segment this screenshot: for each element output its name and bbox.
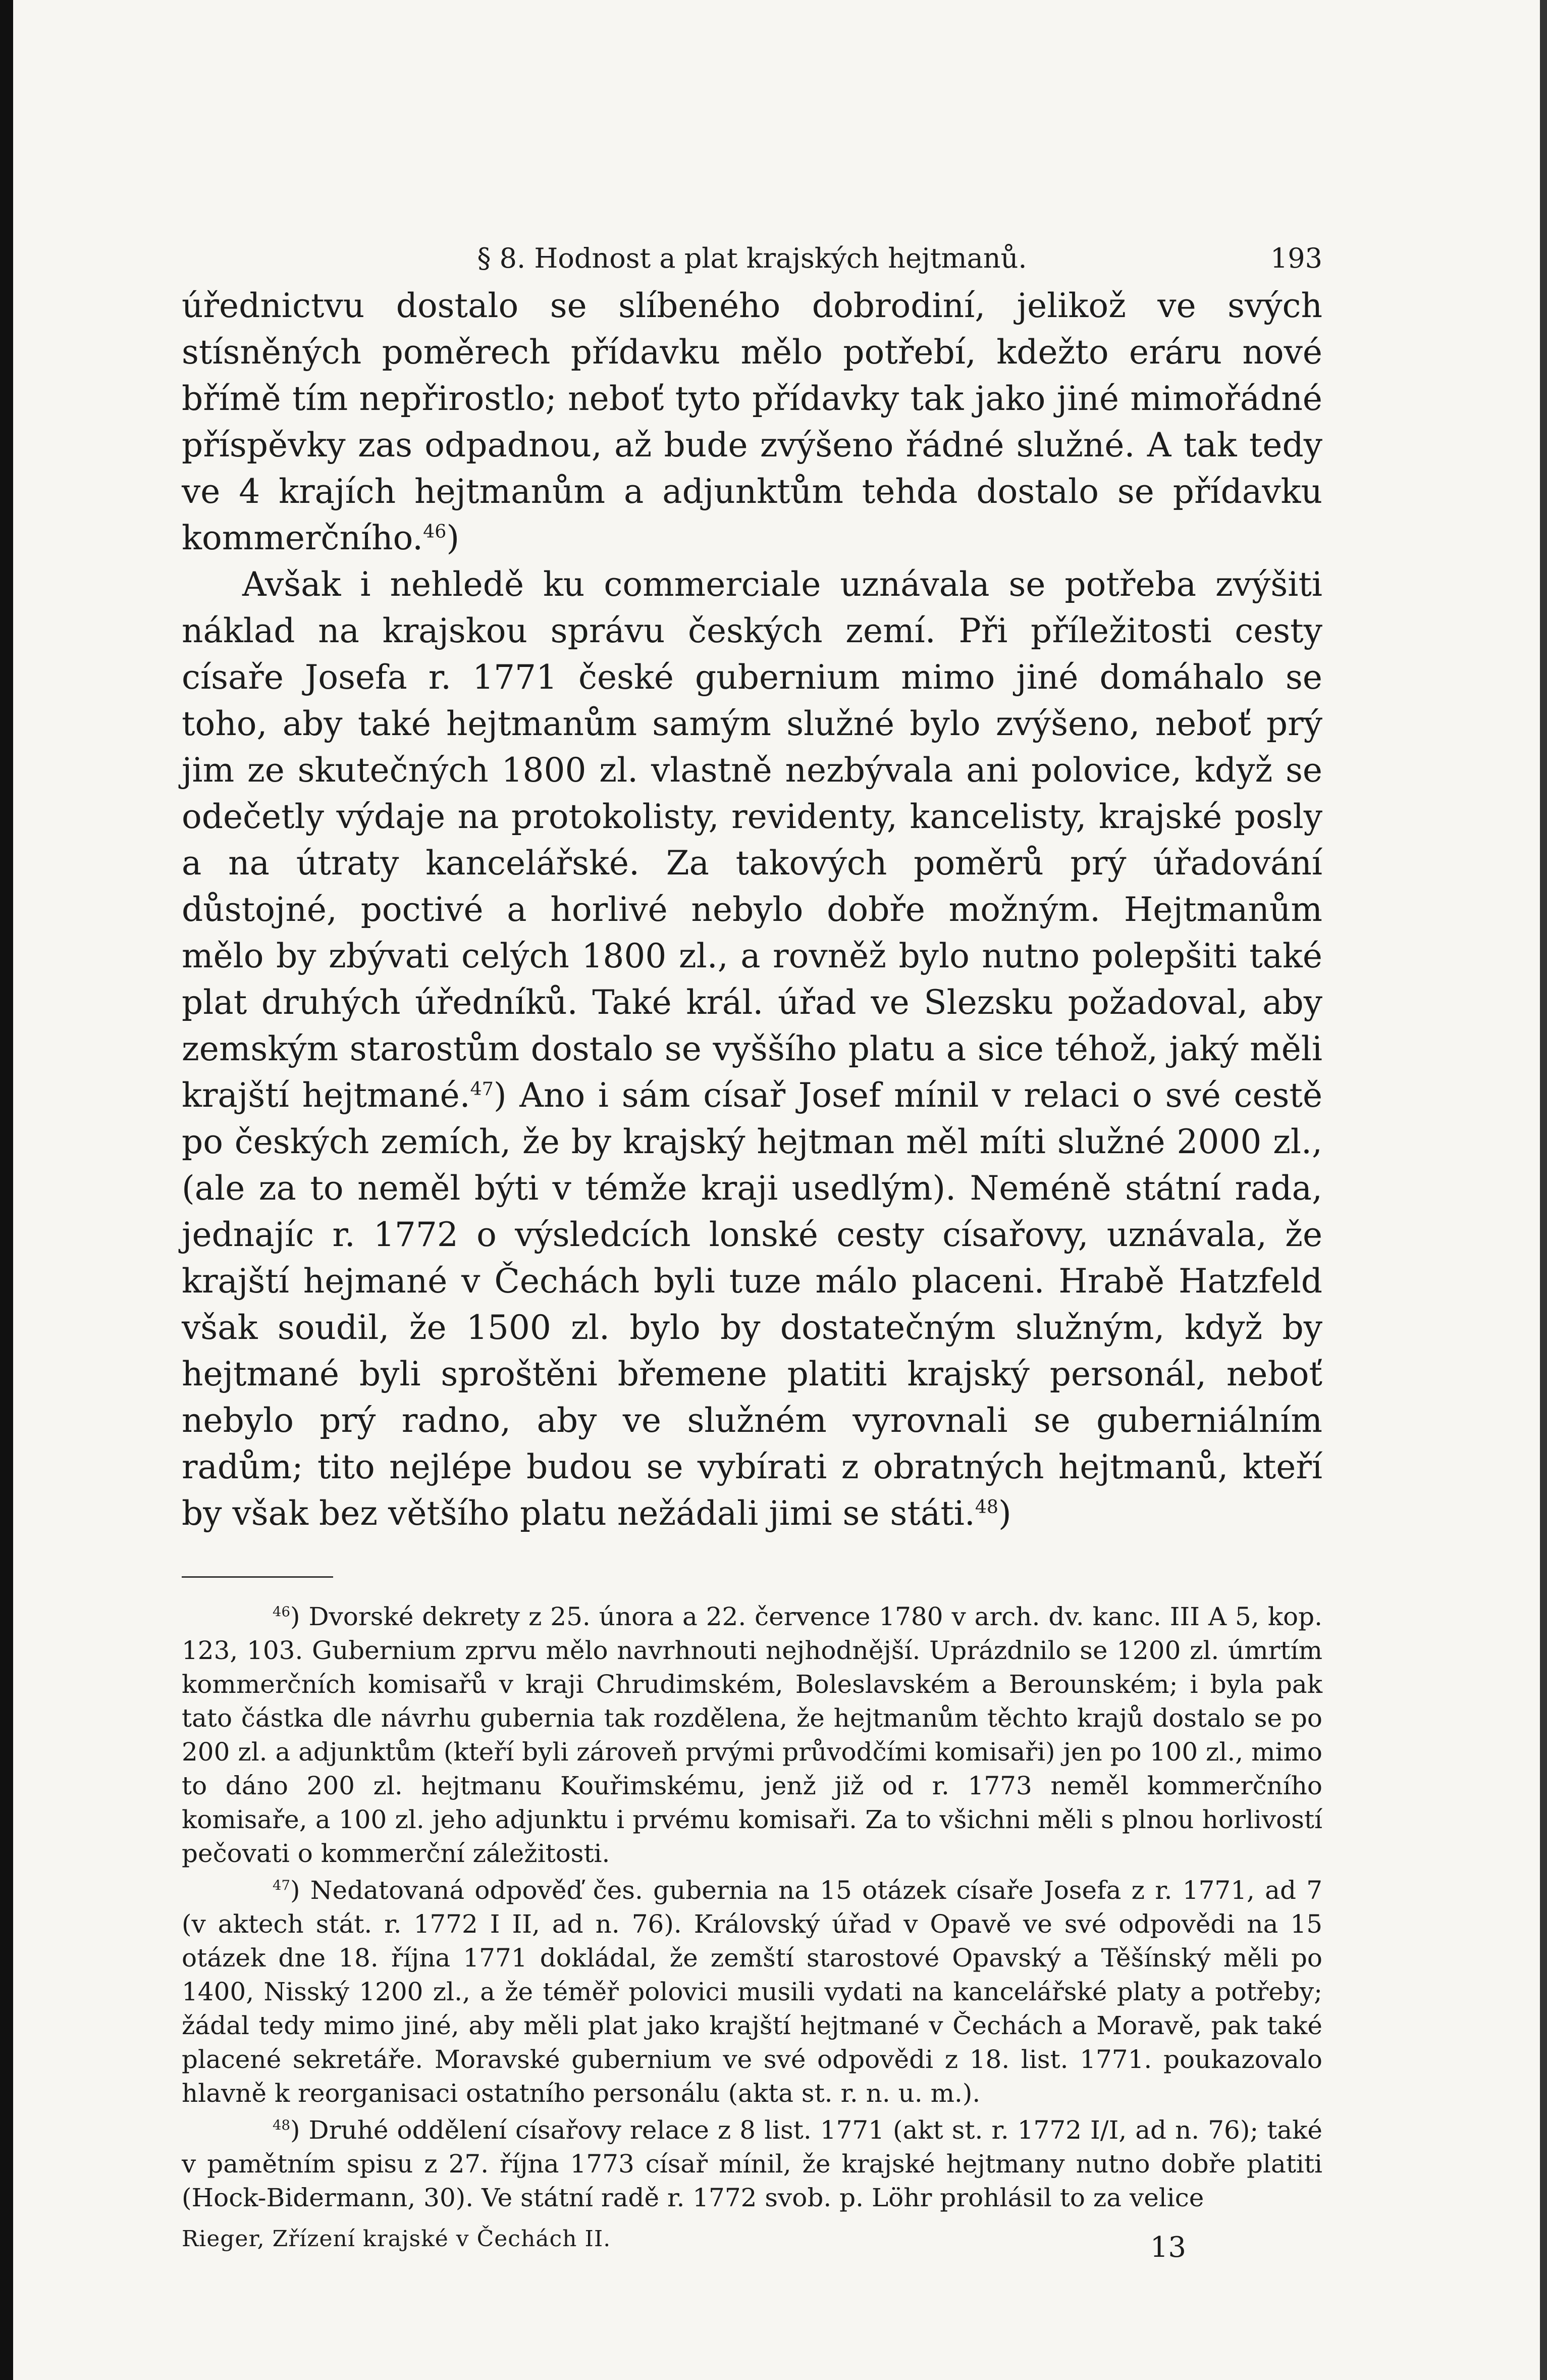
footnotes xyxy=(182,1600,1322,2215)
paragraph-2-text: Avšak i nehledě ku commerciale uznávala se potřeba zvýšiti náklad na krajskou správu českých zemí. Při příležitosti cesty císaře Josefa r. 1771 české gubernium mimo jiné domáhalo se toho, aby také hejtmanům samým služné bylo zvýšeno, neboť prý jim ze skutečných 1800 zl. vlastně nezbývala ani polovice, když se odečetly výdaje na protokolisty, revidenty, kancelisty, krajské posly a na útraty kancelářské. Za takových poměrů prý úřadování důstojné, poctivé a horlivé nebylo dobře možným. Hejtmanům mělo by zbývati celých 1800 zl., a rovněž bylo nutno polepšiti také plat druhých úředníků. Také král. úřad ve Slezsku požadoval, aby zemským starostům dostalo se vyššího platu a sice téhož, jaký měli krajští hejtmané. xyxy=(182,565,1322,1115)
footnote-48: $^{48}$) Druhé oddělení císařovy relace z 8 list. 1771 (akt st. r. 1772 I/I, ad n. 76); také v pamětním spisu z 27. října 1773 císař mínil, že krajské hejtmany nutno dobře platiti (Hock-Bidermann, 30). Ve státní radě r. 1772 svob. p. Löhr prohlásil to za velice xyxy=(182,2115,1322,2212)
note-ref-46: 46 xyxy=(423,521,447,542)
footnote-mark: 48 xyxy=(273,2117,290,2134)
paragraph-2-continuation: Ano i sám císař Josef mínil v relaci o své cestě po českých zemích, že by krajský hejtman měl míti služné 2000 zl., (ale za to neměl býti v témže kraji usedlým). Neméně státní rada, jednajíc r. 1772 o výsledcích lonské cesty císařovy, uznávala, že krajští hejmané v Čechách byli tuze málo placeni. Hrabě Hatzfeld však soudil, že 1500 zl. bylo by dostatečným služným, když by hejtmané byli sproštěni břemene platiti krajský personál, neboť nebylo prý radno, aby ve služném vyrovnali se guberniálním radům; tito nejlépe budou se vybírati z obratných hejtmanů, kteří by však bez většího platu nežádali jimi se státi. xyxy=(182,1076,1323,1533)
sheet-number: 13 xyxy=(1150,2231,1186,2264)
note-ref-47: 47 xyxy=(470,1078,494,1100)
footnote-text: Dvorské dekrety z 25. února a 22. července 1780 v arch. dv. kanc. III A 5, kop. 123, 103. Gubernium zprvu mělo navrhnouti nejhodnější. Uprázdnilo se 1200 zl. úmrtím kommerčních komisařů v kraji Chrudimském, Boleslavském a Berounském; i byla pak tato částka dle návrhu gubernia tak rozdělena, že hejtmanům těchto krajů dostalo se po 200 zl. a adjunktům (kteří byli zároveň prvými průvodčími komisaři) jen po 100 zl., mimo to dáno 200 zl. hejtmanu Kouřimskému, jenž již od r. 1773 neměl kommerčního komisaře, a 100 zl. jeho adjunktu i prvému komisaři. Za to všichni měli s plnou horlivostí pečovati o kommerční záležitosti. xyxy=(182,1602,1322,1868)
page-number: 193 xyxy=(1270,242,1322,274)
page-footer xyxy=(182,2221,1322,2266)
paragraph-1: úřednictvu dostalo se slíbeného dobrodiní, jelikož ve svých stísněných poměrech přídavku mělo potřebí, kdežto eráru nové břímě tím nepřirostlo; neboť tyto přídavky tak jako jiné mimořádné příspěvky zas odpadnou, až bude zvýšeno řádné služné. A tak tedy ve 4 krajích hejtmanům a adjunktům tehda dostalo se přídavku kommerčního.$^{46}$) xyxy=(182,286,1322,557)
footnote-text: Druhé oddělení císařovy relace z 8 list. 1771 (akt st. r. 1772 I/I, ad n. 76); také v pamětním spisu z 27. října 1773 císař mínil, že krajské hejtmany nutno dobře platiti (Hock-Bidermann, 30). Ve státní radě r. 1772 svob. p. Löhr prohlásil to za velice xyxy=(182,2115,1322,2212)
footnote-separator xyxy=(182,1576,333,1578)
printer-signature: Rieger, Zřízení krajské v Čechách II. xyxy=(182,2226,611,2252)
running-head xyxy=(182,237,1322,283)
running-title: § 8. Hodnost a plat krajských hejtmanů. xyxy=(477,242,1027,274)
footnote-text: Nedatovaná odpověď čes. gubernia na 15 otázek císaře Josefa z r. 1771, ad 7 (v aktech stát. r. 1772 I II, ad n. 76). Královský úřad v Opavě ve své odpovědi na 15 otázek dne 18. října 1771 dokládal, že zemští starostové Opavský a Těšínský měli po 1400, Nisský 1200 zl., a že téměř polovici musili vydati na kancelářské platy a potřeby; žádal tedy mimo jiné, aby měli plat jako krajští hejtmané v Čechách a Moravě, pak také placené sekretáře. Moravské gubernium ve své odpovědi z 18. list. 1771. poukazovalo hlavně k reorganisaci ostatního personálu (akta st. r. n. u. m.). xyxy=(182,1876,1323,2108)
main-text xyxy=(182,283,1322,1537)
footnote-mark: 47 xyxy=(273,1877,290,1894)
scan-right-edge xyxy=(1540,0,1547,2380)
book-page xyxy=(182,237,1322,2266)
note-ref-48: 48 xyxy=(975,1496,999,1518)
scan-left-edge xyxy=(0,0,13,2380)
paragraph-1-text: úřednictvu dostalo se slíbeného dobrodiní, jelikož ve svých stísněných poměrech přídavku mělo potřebí, kdežto eráru nové břímě tím nepřirostlo; neboť tyto přídavky tak jako jiné mimořádné příspěvky zas odpadnou, až bude zvýšeno řádné služné. A tak tedy ve 4 krajích hejtmanům a adjunktům tehda dostalo se přídavku kommerčního. xyxy=(182,286,1322,557)
footnote-46: $^{46}$) Dvorské dekrety z 25. února a 22. července 1780 v arch. dv. kanc. III A 5, kop. 123, 103. Gubernium zprvu mělo navrhnouti nejhodnější. Uprázdnilo se 1200 zl. úmrtím kommerčních komisařů v kraji Chrudimském, Boleslavském a Berounském; i byla pak tato částka dle návrhu gubernia tak rozdělena, že hejtmanům těchto krajů dostalo se po 200 zl. a adjunktům (kteří byli zároveň prvými průvodčími komisaři) jen po 100 zl., mimo to dáno 200 zl. hejtmanu Kouřimskému, jenž již od r. 1773 neměl kommerčního komisaře, a 100 zl. jeho adjunktu i prvému komisaři. Za to všichni měli s plnou horlivostí pečovati o kommerční záležitosti. xyxy=(182,1602,1322,1868)
paragraph-2: Avšak i nehledě ku commerciale uznávala se potřeba zvýšiti náklad na krajskou správu českých zemí. Při příležitosti cesty císaře Josefa r. 1771 české gubernium mimo jiné domáhalo se toho, aby také hejtmanům samým služné bylo zvýšeno, neboť prý jim ze skutečných 1800 zl. vlastně nezbývala ani polovice, když se odečetly výdaje na protokolisty, revidenty, kancelisty, krajské posly a na útraty kancelářské. Za takových poměrů prý úřadování důstojné, poctivé a horlivé nebylo dobře možným. Hejtmanům mělo by zbývati celých 1800 zl., a rovněž bylo nutno polepšiti také plat druhých úředníků. Také král. úřad ve Slezsku požadoval, aby zemským starostům dostalo se vyššího platu a sice téhož, jaký měli krajští hejtmané.$^{47}$) Ano i sám císař Josef mínil v relaci o své cestě po českých zemích, že by krajský hejtman měl míti služné 2000 zl., (ale za to neměl býti v témže kraji usedlým). Neméně státní rada, jednajíc r. 1772 o výsledcích lonské cesty císařovy, uznávala, že krajští hejmané v Čechách byli tuze málo placeni. Hrabě Hatzfeld však soudil, že 1500 zl. bylo by dostatečným služným, když by hejtmané byli sproštěni břemene platiti krajský personál, neboť nebylo prý radno, aby ve služném vyrovnali se guberniálním radům; tito nejlépe budou se vybírati z obratných hejtmanů, kteří by však bez většího platu nežádali jimi se státi.$^{48}$) xyxy=(182,565,1323,1533)
footnote-47: $^{47}$) Nedatovaná odpověď čes. gubernia na 15 otázek císaře Josefa z r. 1771, ad 7 (v aktech stát. r. 1772 I II, ad n. 76). Královský úřad v Opavě ve své odpovědi na 15 otázek dne 18. října 1771 dokládal, že zemští starostové Opavský a Těšínský měli po 1400, Nisský 1200 zl., a že téměř polovici musili vydati na kancelářské platy a potřeby; žádal tedy mimo jiné, aby měli plat jako krajští hejtmané v Čechách a Moravě, pak také placené sekretáře. Moravské gubernium ve své odpovědi z 18. list. 1771. poukazovalo hlavně k reorganisaci ostatního personálu (akta st. r. n. u. m.). xyxy=(182,1876,1323,2108)
footnote-mark: 46 xyxy=(273,1603,290,1620)
